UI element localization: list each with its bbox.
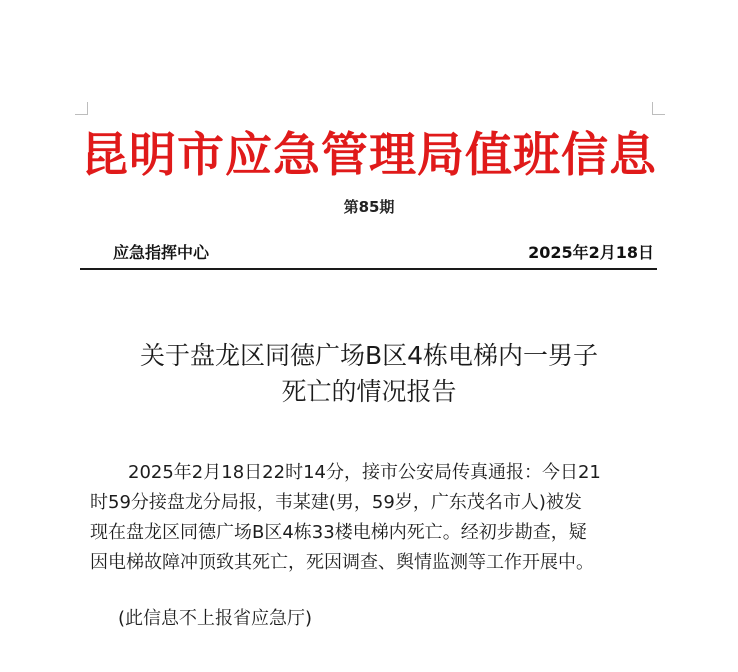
- body-line-1: 2025年2月18日22时14分，接市公安局传真通报：今日21: [128, 462, 601, 483]
- crop-mark-top-right: [652, 102, 665, 115]
- masthead-title: 昆明市应急管理局值班信息: [81, 128, 657, 183]
- report-body: [90, 458, 668, 578]
- report-date: 2025年2月18日: [528, 243, 654, 262]
- report-title-line-1: 关于盘龙区同德广场B区4栋电梯内一男子: [139, 341, 599, 370]
- crop-mark-top-left: [75, 102, 88, 115]
- body-line-3: 现在盘龙区同德广场B区4栋33楼电梯内死亡。经初步勘查，疑: [90, 522, 587, 543]
- issue-number: 第85期: [343, 198, 395, 216]
- body-line-2: 时59分接盘龙分局报，韦某建(男，59岁，广东茂名市人)被发: [90, 492, 582, 513]
- body-line-4: 因电梯故障冲顶致其死亡，死因调查、舆情监测等工作开展中。: [90, 552, 594, 573]
- header-divider: [80, 268, 657, 270]
- distribution-note: (此信息不上报省应急厅): [118, 608, 313, 629]
- report-title: [60, 338, 678, 410]
- report-title-line-2: 死亡的情况报告: [281, 377, 457, 406]
- sender-office: 应急指挥中心: [113, 243, 210, 262]
